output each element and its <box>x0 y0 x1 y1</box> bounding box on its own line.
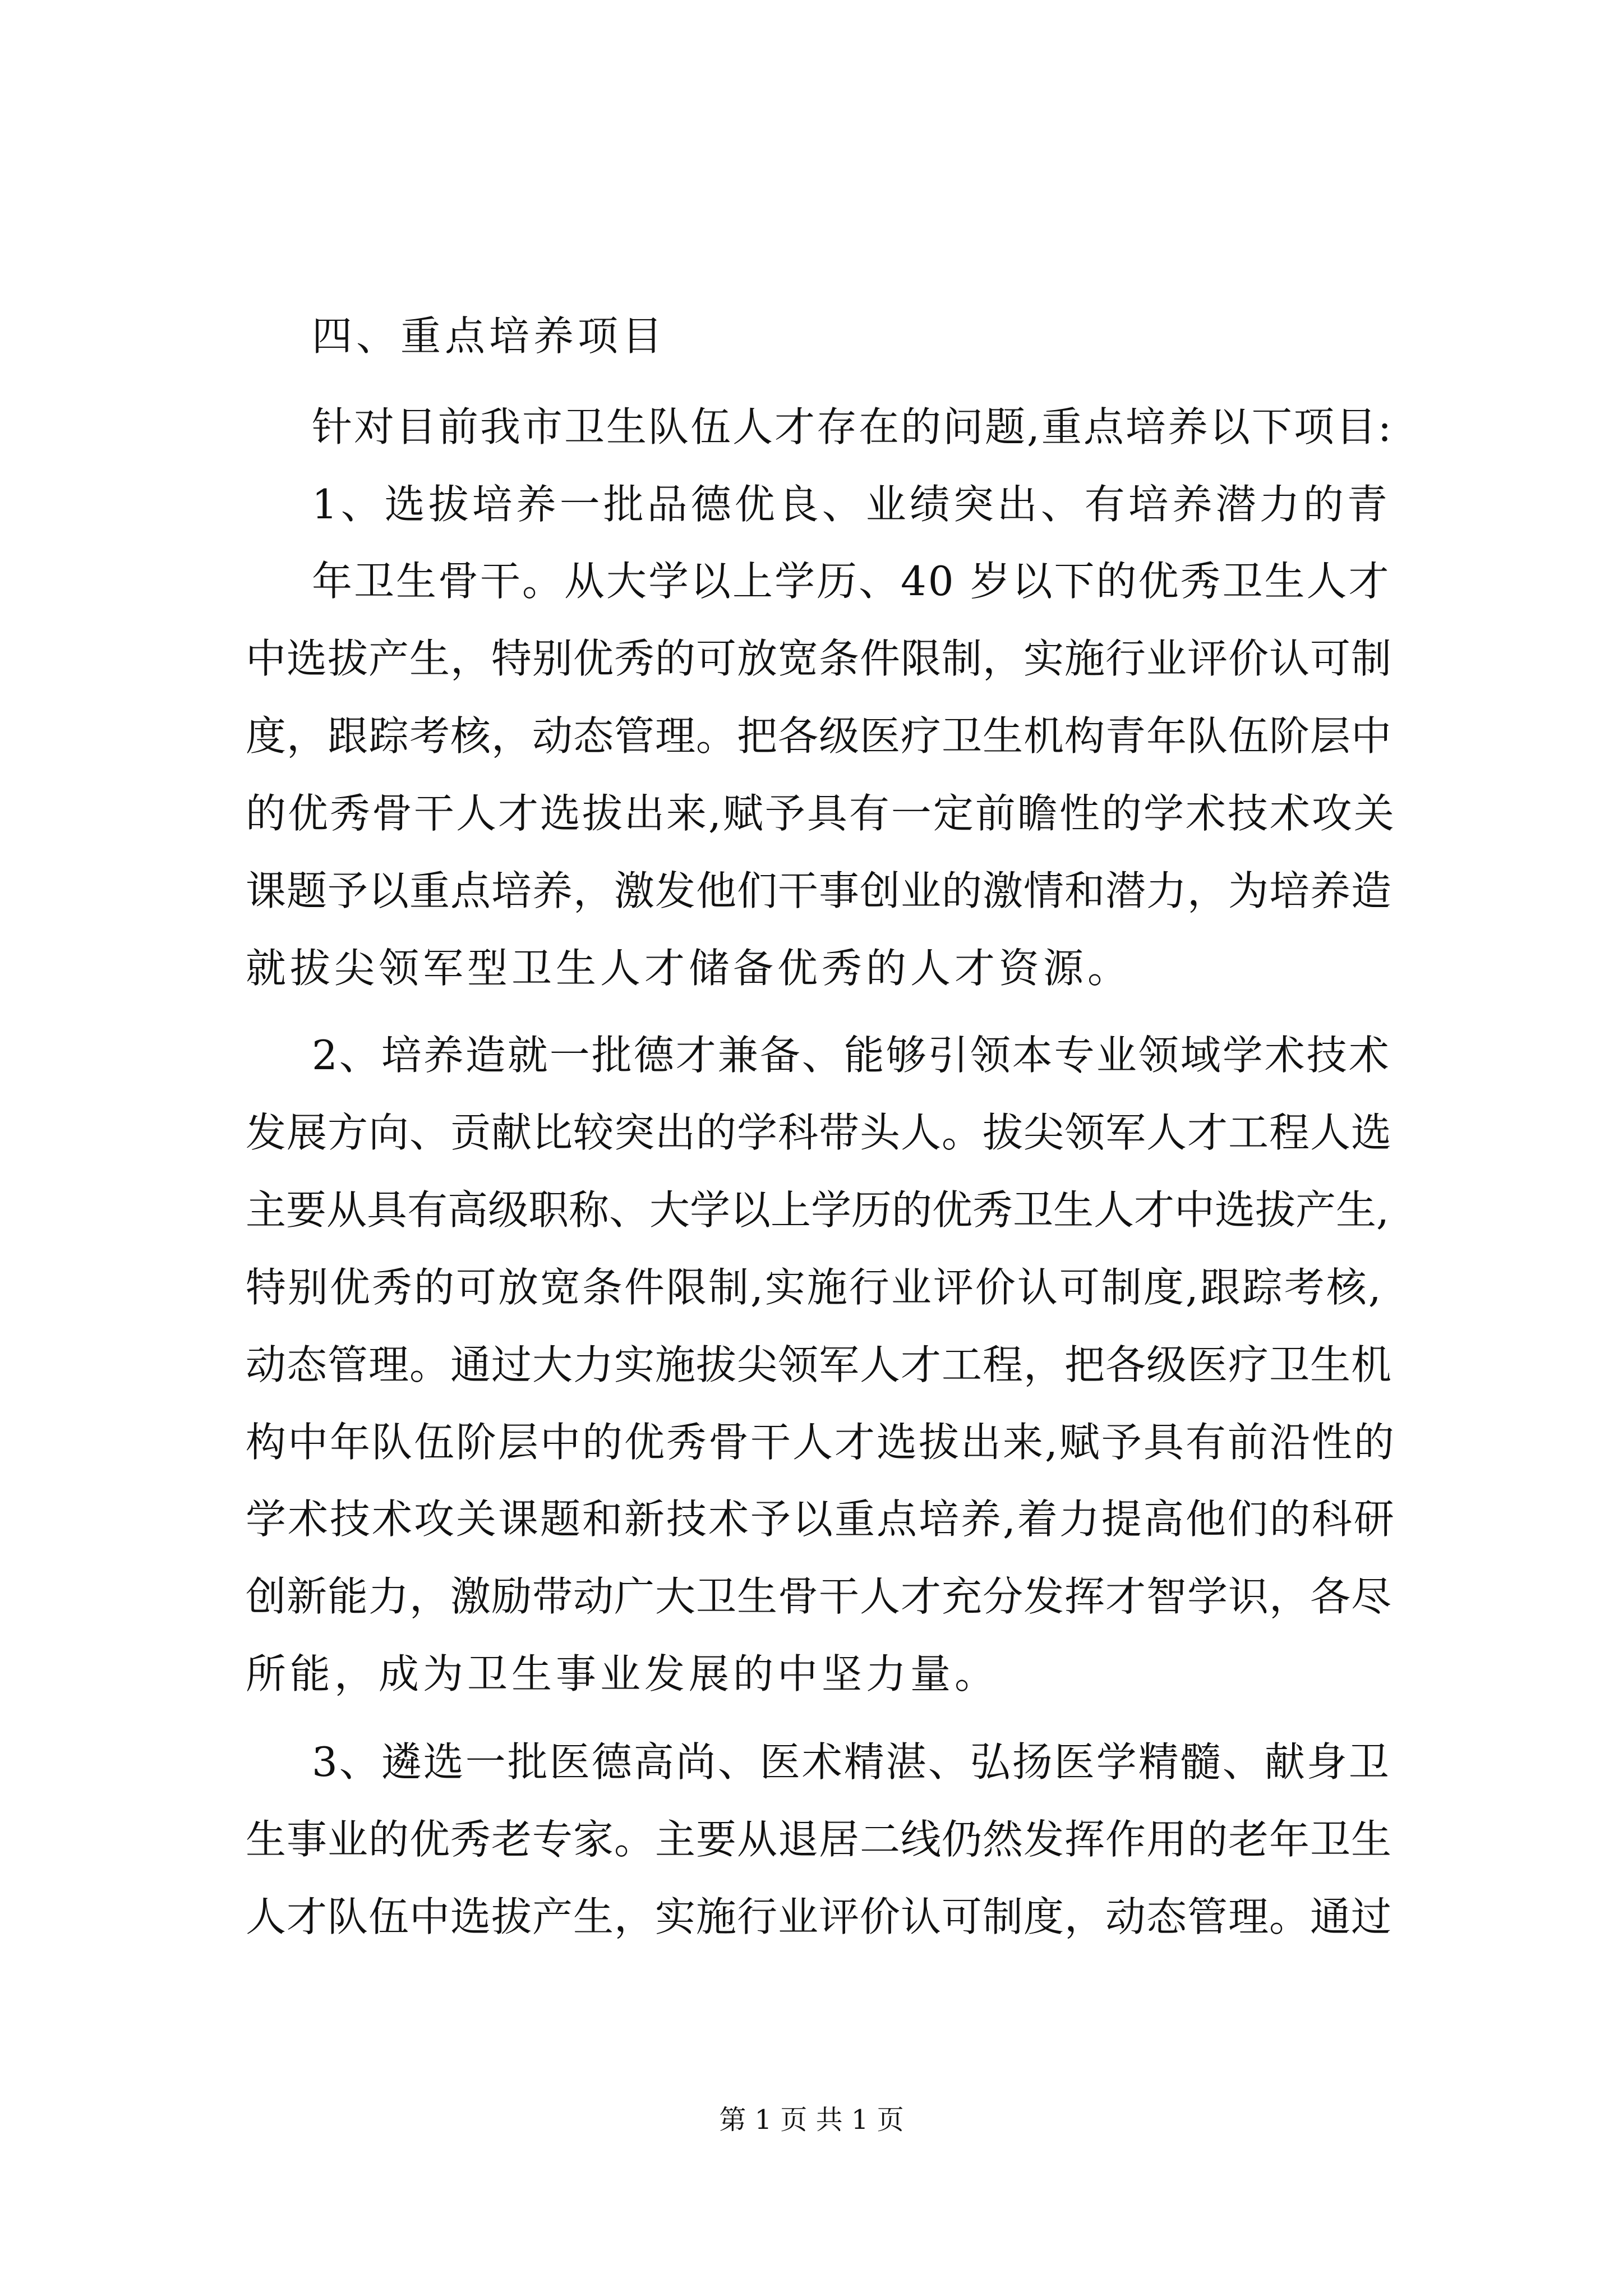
paragraph-line: 学术技术攻关课题和新技术予以重点培养,着力提高他们的科研 <box>246 1496 1396 1543</box>
paragraph-line: 构中年队伍阶层中的优秀骨干人才选拔出来,赋予具有前沿性的 <box>246 1419 1396 1466</box>
paragraph-line: 主要从具有高级职称、大学以上学历的优秀卫生人才中选拔产生, <box>246 1186 1389 1234</box>
paragraph-line: 度，跟踪考核，动态管理。把各级医疗卫生机构青年队伍阶层中 <box>246 712 1393 760</box>
paragraph-line: 针对目前我市卫生队伍人才存在的问题,重点培养以下项目: <box>312 403 1394 450</box>
paragraph-line: 所能，成为卫生事业发展的中坚力量。 <box>246 1650 999 1697</box>
paragraph-line: 就拔尖领军型卫生人才储备优秀的人才资源。 <box>246 945 1132 992</box>
paragraph-line: 生事业的优秀老专家。主要从退居二线仍然发挥作用的老年卫生 <box>246 1816 1393 1863</box>
paragraph-line: 3、遴选一批医德高尚、医术精湛、弘扬医学精髓、献身卫 <box>312 1738 1391 1786</box>
paragraph-line: 中选拔产生，特别优秀的可放宽条件限制，实施行业评价认可制 <box>246 635 1393 682</box>
paragraph-line: 的优秀骨干人才选拔出来,赋予具有一定前瞻性的学术技术攻关 <box>246 790 1396 837</box>
paragraph-line: 年卫生骨干。从大学以上学历、40 岁以下的优秀卫生人才 <box>312 558 1391 605</box>
paragraph-line: 动态管理。通过大力实施拔尖领军人才工程，把各级医疗卫生机 <box>246 1341 1393 1388</box>
paragraph-line: 发展方向、贡献比较突出的学科带头人。拔尖领军人才工程人选 <box>246 1109 1393 1156</box>
paragraph-line: 2、培养造就一批德才兼备、能够引领本专业领域学术技术 <box>312 1032 1391 1079</box>
section-heading: 四、重点培养项目 <box>312 312 667 360</box>
paragraph-line: 课题予以重点培养，激发他们干事创业的激情和潜力，为培养造 <box>246 867 1393 914</box>
paragraph-line: 1、选拔培养一批品德优良、业绩突出、有培养潜力的青 <box>312 481 1391 528</box>
paragraph-line: 特别优秀的可放宽条件限制,实施行业评价认可制度,跟踪考核, <box>246 1264 1383 1311</box>
paragraph-line: 人才队伍中选拔产生，实施行业评价认可制度，动态管理。通过 <box>246 1893 1393 1940</box>
page-number-footer: 第 1 页 共 1 页 <box>719 2104 904 2136</box>
paragraph-line: 创新能力，激励带动广大卫生骨干人才充分发挥才智学识，各尽 <box>246 1573 1393 1620</box>
